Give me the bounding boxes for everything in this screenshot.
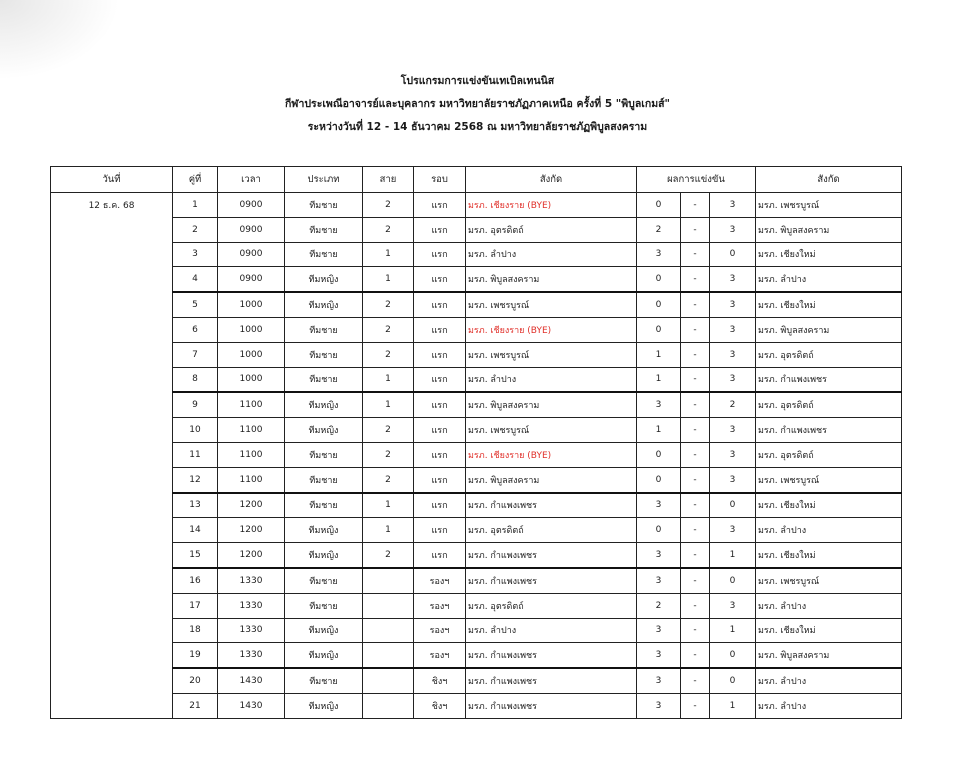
score-b-cell: 0 <box>710 493 756 518</box>
table-row <box>51 267 902 292</box>
team-b-cell: มรภ. อุตรดิตถ์ <box>756 342 902 367</box>
round-cell: แรก <box>414 418 466 443</box>
team-b-cell: มรภ. ลำปาง <box>756 267 902 292</box>
team-a-cell: มรภ. อุตรดิตถ์ <box>466 217 637 242</box>
time-cell: 1000 <box>218 342 285 367</box>
team-b-cell: มรภ. ลำปาง <box>756 593 902 618</box>
type-cell: ทีมชาย <box>285 317 363 342</box>
date-cell: 12 ธ.ค. 68 <box>51 193 173 719</box>
score-a-cell: 0 <box>637 267 681 292</box>
round-cell: แรก <box>414 543 466 568</box>
score-dash-cell: - <box>681 193 710 218</box>
pair-cell: 21 <box>173 693 218 718</box>
line-cell: 1 <box>363 242 414 267</box>
score-b-cell: 3 <box>710 442 756 467</box>
type-cell: ทีมหญิง <box>285 643 363 668</box>
score-b-cell: 3 <box>710 418 756 443</box>
score-dash-cell: - <box>681 442 710 467</box>
time-cell: 1100 <box>218 442 285 467</box>
score-b-cell: 3 <box>710 217 756 242</box>
score-a-cell: 3 <box>637 693 681 718</box>
table-row <box>51 418 902 443</box>
column-header-line: สาย <box>363 167 414 193</box>
page-corner-shade <box>0 0 120 80</box>
score-b-cell: 3 <box>710 467 756 492</box>
pair-cell: 8 <box>173 367 218 392</box>
score-b-cell: 0 <box>710 242 756 267</box>
round-cell: แรก <box>414 292 466 317</box>
team-b-cell: มรภ. เชียงใหม่ <box>756 292 902 317</box>
table-row <box>51 193 902 218</box>
score-b-cell: 1 <box>710 543 756 568</box>
score-a-cell: 0 <box>637 518 681 543</box>
score-b-cell: 0 <box>710 568 756 593</box>
team-a-cell: มรภ. เชียงราย (BYE) <box>466 317 637 342</box>
score-a-cell: 0 <box>637 292 681 317</box>
round-cell: แรก <box>414 493 466 518</box>
score-b-cell: 3 <box>710 342 756 367</box>
score-a-cell: 0 <box>637 317 681 342</box>
team-a-cell: มรภ. พิบูลสงคราม <box>466 467 637 492</box>
time-cell: 1330 <box>218 643 285 668</box>
line-cell <box>363 693 414 718</box>
type-cell: ทีมชาย <box>285 493 363 518</box>
table-row <box>51 643 902 668</box>
line-cell: 2 <box>363 543 414 568</box>
line-cell: 2 <box>363 217 414 242</box>
time-cell: 1430 <box>218 693 285 718</box>
pair-cell: 10 <box>173 418 218 443</box>
time-cell: 1330 <box>218 618 285 643</box>
team-b-cell: มรภ. เชียงใหม่ <box>756 618 902 643</box>
line-cell <box>363 643 414 668</box>
table-row <box>51 618 902 643</box>
line-cell: 2 <box>363 418 414 443</box>
team-b-cell: มรภ. เพชรบูรณ์ <box>756 467 902 492</box>
round-cell: แรก <box>414 193 466 218</box>
round-cell: รองฯ <box>414 593 466 618</box>
team-a-cell: มรภ. กำแพงเพชร <box>466 543 637 568</box>
score-a-cell: 3 <box>637 543 681 568</box>
team-a-cell: มรภ. เพชรบูรณ์ <box>466 418 637 443</box>
line-cell <box>363 618 414 643</box>
pair-cell: 3 <box>173 242 218 267</box>
score-a-cell: 0 <box>637 442 681 467</box>
score-a-cell: 3 <box>637 392 681 417</box>
team-b-cell: มรภ. เพชรบูรณ์ <box>756 568 902 593</box>
line-cell <box>363 568 414 593</box>
team-b-cell: มรภ. พิบูลสงคราม <box>756 317 902 342</box>
score-dash-cell: - <box>681 693 710 718</box>
pair-cell: 5 <box>173 292 218 317</box>
table-row <box>51 467 902 492</box>
type-cell: ทีมชาย <box>285 342 363 367</box>
team-b-cell: มรภ. กำแพงเพชร <box>756 418 902 443</box>
time-cell: 1100 <box>218 467 285 492</box>
line-cell: 2 <box>363 442 414 467</box>
type-cell: ทีมหญิง <box>285 292 363 317</box>
time-cell: 1100 <box>218 418 285 443</box>
score-b-cell: 3 <box>710 267 756 292</box>
type-cell: ทีมชาย <box>285 467 363 492</box>
pair-cell: 6 <box>173 317 218 342</box>
table-row <box>51 367 902 392</box>
table-row <box>51 693 902 718</box>
team-b-cell: มรภ. ลำปาง <box>756 518 902 543</box>
round-cell: รองฯ <box>414 618 466 643</box>
line-cell: 2 <box>363 193 414 218</box>
team-a-cell: มรภ. เชียงราย (BYE) <box>466 193 637 218</box>
team-a-cell: มรภ. กำแพงเพชร <box>466 568 637 593</box>
round-cell: แรก <box>414 342 466 367</box>
type-cell: ทีมชาย <box>285 367 363 392</box>
score-dash-cell: - <box>681 392 710 417</box>
time-cell: 1100 <box>218 392 285 417</box>
round-cell: แรก <box>414 317 466 342</box>
score-dash-cell: - <box>681 643 710 668</box>
team-a-cell: มรภ. กำแพงเพชร <box>466 693 637 718</box>
score-a-cell: 3 <box>637 493 681 518</box>
table-row <box>51 518 902 543</box>
score-dash-cell: - <box>681 518 710 543</box>
team-a-cell: มรภ. ลำปาง <box>466 618 637 643</box>
team-b-cell: มรภ. อุตรดิตถ์ <box>756 392 902 417</box>
type-cell: ทีมชาย <box>285 568 363 593</box>
team-b-cell: มรภ. พิบูลสงคราม <box>756 643 902 668</box>
round-cell: ชิงฯ <box>414 668 466 693</box>
time-cell: 0900 <box>218 217 285 242</box>
team-b-cell: มรภ. อุตรดิตถ์ <box>756 442 902 467</box>
team-a-cell: มรภ. กำแพงเพชร <box>466 493 637 518</box>
line-cell: 2 <box>363 317 414 342</box>
type-cell: ทีมหญิง <box>285 618 363 643</box>
table-row <box>51 493 902 518</box>
type-cell: ทีมหญิง <box>285 392 363 417</box>
column-header-round: รอบ <box>414 167 466 193</box>
line-cell <box>363 593 414 618</box>
type-cell: ทีมชาย <box>285 193 363 218</box>
team-a-cell: มรภ. เพชรบูรณ์ <box>466 292 637 317</box>
score-a-cell: 2 <box>637 593 681 618</box>
score-b-cell: 3 <box>710 317 756 342</box>
type-cell: ทีมหญิง <box>285 693 363 718</box>
column-header-pair: คู่ที่ <box>173 167 218 193</box>
team-a-cell: มรภ. พิบูลสงคราม <box>466 267 637 292</box>
score-a-cell: 0 <box>637 193 681 218</box>
score-dash-cell: - <box>681 317 710 342</box>
time-cell: 1000 <box>218 292 285 317</box>
table-row <box>51 217 902 242</box>
type-cell: ทีมหญิง <box>285 518 363 543</box>
score-b-cell: 3 <box>710 292 756 317</box>
pair-cell: 1 <box>173 193 218 218</box>
title-line-1: โปรแกรมการแข่งขันเทเบิลเทนนิส <box>400 75 555 87</box>
score-b-cell: 1 <box>710 693 756 718</box>
team-b-cell: มรภ. พิบูลสงคราม <box>756 217 902 242</box>
round-cell: แรก <box>414 442 466 467</box>
team-b-cell: มรภ. กำแพงเพชร <box>756 367 902 392</box>
time-cell: 1330 <box>218 593 285 618</box>
table-row <box>51 342 902 367</box>
title-line-3: ระหว่างวันที่ 12 - 14 ธันวาคม 2568 ณ มหาวิทยาลัยราชภัฏพิบูลสงคราม <box>307 121 648 133</box>
time-cell: 1330 <box>218 568 285 593</box>
title-block <box>0 70 955 139</box>
line-cell: 1 <box>363 518 414 543</box>
table-row <box>51 292 902 317</box>
team-b-cell: มรภ. ลำปาง <box>756 693 902 718</box>
line-cell: 1 <box>363 267 414 292</box>
table-row <box>51 317 902 342</box>
time-cell: 1200 <box>218 518 285 543</box>
team-a-cell: มรภ. กำแพงเพชร <box>466 668 637 693</box>
pair-cell: 4 <box>173 267 218 292</box>
pair-cell: 15 <box>173 543 218 568</box>
line-cell: 2 <box>363 467 414 492</box>
time-cell: 1000 <box>218 317 285 342</box>
team-a-cell: มรภ. กำแพงเพชร <box>466 643 637 668</box>
score-a-cell: 3 <box>637 242 681 267</box>
team-b-cell: มรภ. เชียงใหม่ <box>756 493 902 518</box>
pair-cell: 16 <box>173 568 218 593</box>
score-b-cell: 1 <box>710 618 756 643</box>
score-b-cell: 3 <box>710 193 756 218</box>
pair-cell: 12 <box>173 467 218 492</box>
column-header-date: วันที่ <box>51 167 173 193</box>
time-cell: 0900 <box>218 267 285 292</box>
score-a-cell: 3 <box>637 668 681 693</box>
round-cell: แรก <box>414 367 466 392</box>
type-cell: ทีมชาย <box>285 442 363 467</box>
score-dash-cell: - <box>681 668 710 693</box>
type-cell: ทีมชาย <box>285 668 363 693</box>
score-dash-cell: - <box>681 292 710 317</box>
score-dash-cell: - <box>681 568 710 593</box>
team-a-cell: มรภ. อุตรดิตถ์ <box>466 518 637 543</box>
round-cell: แรก <box>414 267 466 292</box>
score-dash-cell: - <box>681 367 710 392</box>
column-header-team-a: สังกัด <box>466 167 637 193</box>
team-a-cell: มรภ. เชียงราย (BYE) <box>466 442 637 467</box>
type-cell: ทีมชาย <box>285 242 363 267</box>
table-row <box>51 668 902 693</box>
team-b-cell: มรภ. เชียงใหม่ <box>756 543 902 568</box>
team-a-cell: มรภ. พิบูลสงคราม <box>466 392 637 417</box>
line-cell: 1 <box>363 493 414 518</box>
score-b-cell: 2 <box>710 392 756 417</box>
table-row <box>51 568 902 593</box>
type-cell: ทีมหญิง <box>285 267 363 292</box>
round-cell: แรก <box>414 217 466 242</box>
pair-cell: 9 <box>173 392 218 417</box>
score-a-cell: 3 <box>637 568 681 593</box>
team-b-cell: มรภ. เพชรบูรณ์ <box>756 193 902 218</box>
team-b-cell: มรภ. เชียงใหม่ <box>756 242 902 267</box>
score-dash-cell: - <box>681 242 710 267</box>
score-dash-cell: - <box>681 342 710 367</box>
pair-cell: 20 <box>173 668 218 693</box>
score-a-cell: 1 <box>637 418 681 443</box>
round-cell: แรก <box>414 467 466 492</box>
score-b-cell: 3 <box>710 518 756 543</box>
score-dash-cell: - <box>681 418 710 443</box>
line-cell: 2 <box>363 342 414 367</box>
type-cell: ทีมชาย <box>285 217 363 242</box>
column-header-type: ประเภท <box>285 167 363 193</box>
pair-cell: 14 <box>173 518 218 543</box>
pair-cell: 13 <box>173 493 218 518</box>
score-b-cell: 3 <box>710 593 756 618</box>
table-row <box>51 392 902 417</box>
score-a-cell: 1 <box>637 367 681 392</box>
team-a-cell: มรภ. เพชรบูรณ์ <box>466 342 637 367</box>
type-cell: ทีมหญิง <box>285 418 363 443</box>
score-a-cell: 1 <box>637 342 681 367</box>
score-a-cell: 2 <box>637 217 681 242</box>
score-a-cell: 3 <box>637 618 681 643</box>
pair-cell: 7 <box>173 342 218 367</box>
line-cell: 2 <box>363 292 414 317</box>
type-cell: ทีมหญิง <box>285 543 363 568</box>
round-cell: แรก <box>414 242 466 267</box>
line-cell: 1 <box>363 392 414 417</box>
score-b-cell: 0 <box>710 668 756 693</box>
team-b-cell: มรภ. ลำปาง <box>756 668 902 693</box>
pair-cell: 11 <box>173 442 218 467</box>
title-line-2: กีฬาประเพณีอาจารย์และบุคลากร มหาวิทยาลัยราชภัฏภาคเหนือ ครั้งที่ 5 "พิบูลเกมส์" <box>284 98 671 110</box>
column-header-time: เวลา <box>218 167 285 193</box>
pair-cell: 18 <box>173 618 218 643</box>
score-dash-cell: - <box>681 467 710 492</box>
score-b-cell: 0 <box>710 643 756 668</box>
time-cell: 1430 <box>218 668 285 693</box>
time-cell: 1000 <box>218 367 285 392</box>
table-header-row <box>51 167 902 193</box>
score-dash-cell: - <box>681 618 710 643</box>
score-a-cell: 0 <box>637 467 681 492</box>
team-a-cell: มรภ. อุตรดิตถ์ <box>466 593 637 618</box>
schedule-body <box>51 193 902 719</box>
score-dash-cell: - <box>681 493 710 518</box>
score-b-cell: 3 <box>710 367 756 392</box>
line-cell: 1 <box>363 367 414 392</box>
team-a-cell: มรภ. ลำปาง <box>466 367 637 392</box>
type-cell: ทีมชาย <box>285 593 363 618</box>
time-cell: 1200 <box>218 543 285 568</box>
line-cell <box>363 668 414 693</box>
round-cell: แรก <box>414 518 466 543</box>
schedule-table <box>50 166 902 719</box>
pair-cell: 2 <box>173 217 218 242</box>
time-cell: 1200 <box>218 493 285 518</box>
column-header-team-b: สังกัด <box>756 167 902 193</box>
round-cell: แรก <box>414 392 466 417</box>
column-header-result: ผลการแข่งขัน <box>637 167 756 193</box>
round-cell: รองฯ <box>414 568 466 593</box>
round-cell: รองฯ <box>414 643 466 668</box>
table-row <box>51 242 902 267</box>
pair-cell: 17 <box>173 593 218 618</box>
time-cell: 0900 <box>218 193 285 218</box>
team-a-cell: มรภ. ลำปาง <box>466 242 637 267</box>
time-cell: 0900 <box>218 242 285 267</box>
score-dash-cell: - <box>681 267 710 292</box>
pair-cell: 19 <box>173 643 218 668</box>
round-cell: ชิงฯ <box>414 693 466 718</box>
table-row <box>51 593 902 618</box>
score-a-cell: 3 <box>637 643 681 668</box>
score-dash-cell: - <box>681 543 710 568</box>
table-row <box>51 543 902 568</box>
score-dash-cell: - <box>681 593 710 618</box>
table-row <box>51 442 902 467</box>
score-dash-cell: - <box>681 217 710 242</box>
